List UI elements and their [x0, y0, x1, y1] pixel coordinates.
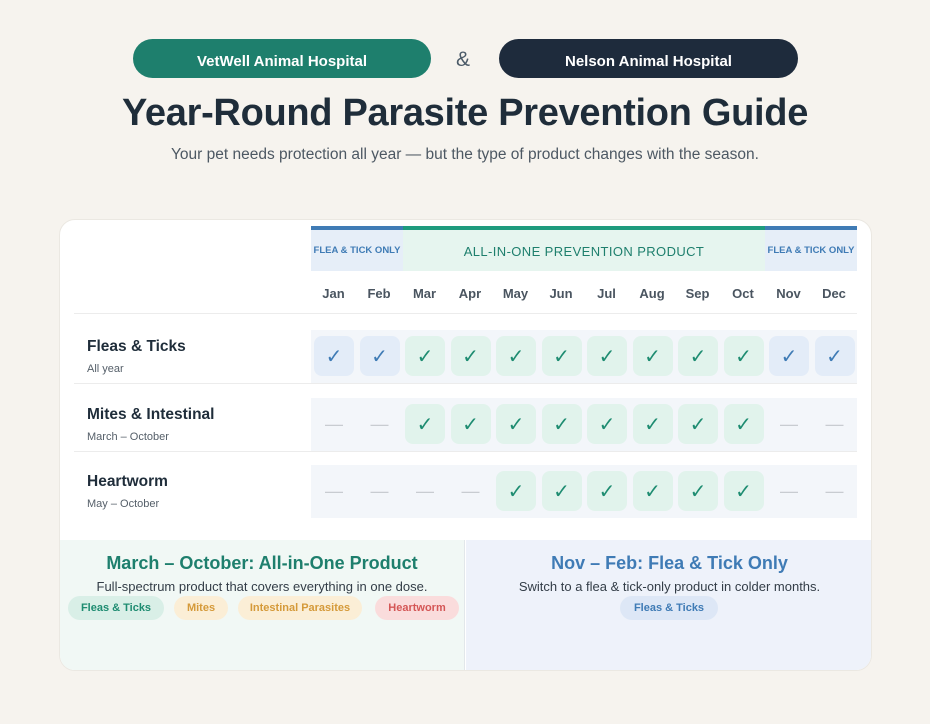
vetwell-hospital-badge: VetWell Animal Hospital: [133, 39, 431, 78]
check-mites-intestinal-jun: ✓: [542, 404, 582, 444]
check-fleas-ticks-apr: ✓: [451, 336, 491, 376]
not-needed-heartworm-dec: —: [825, 480, 844, 501]
check-heartworm-aug: ✓: [633, 471, 673, 511]
month-label-aug: Aug: [639, 286, 665, 301]
tag-fleas-ticks: Fleas & Ticks: [68, 596, 164, 620]
not-needed-heartworm-apr: —: [461, 480, 480, 501]
not-needed-heartworm-feb: —: [370, 480, 389, 501]
tag-intestinal-parasites: Intestinal Parasites: [238, 596, 362, 620]
month-label-dec: Dec: [822, 286, 846, 301]
tag-mites: Mites: [174, 596, 228, 620]
row-name-heartworm: Heartworm: [87, 473, 168, 490]
not-needed-mites-intestinal-nov: —: [780, 413, 798, 434]
month-label-mar: Mar: [412, 286, 437, 301]
not-needed-heartworm-mar: —: [416, 480, 434, 501]
row-sub-mites-intestinal: March – October: [87, 431, 169, 443]
not-needed-mites-intestinal-dec: —: [825, 413, 844, 434]
check-fleas-ticks-feb: ✓: [360, 336, 400, 376]
row-sub-fleas-ticks: All year: [87, 363, 124, 375]
header-pills: [0, 39, 930, 79]
nelson-hospital-badge: Nelson Animal Hospital: [499, 39, 798, 78]
check-mites-intestinal-aug: ✓: [633, 404, 673, 444]
not-needed-heartworm-nov: —: [780, 480, 798, 501]
check-fleas-ticks-nov: ✓: [769, 336, 809, 376]
page-subtitle: Your pet needs protection all year — but the type of product changes with the season.: [171, 146, 759, 163]
not-needed-mites-intestinal-jan: —: [325, 413, 343, 434]
month-label-feb: Feb: [367, 286, 391, 301]
check-heartworm-jul: ✓: [587, 471, 627, 511]
divider: [74, 451, 857, 452]
tag-heartworm: Heartworm: [375, 596, 459, 620]
month-label-may: May: [502, 286, 529, 301]
divider: [74, 383, 857, 384]
check-fleas-ticks-mar: ✓: [405, 336, 445, 376]
check-fleas-ticks-dec: ✓: [815, 336, 855, 376]
season-all-in-one: ALL-IN-ONE PREVENTION PRODUCT: [403, 226, 765, 271]
month-label-sep: Sep: [685, 286, 710, 301]
summary-flea-tick-title: Nov – Feb: Flea & Tick Only: [551, 553, 788, 573]
check-fleas-ticks-jan: ✓: [314, 336, 354, 376]
season-flea-tick-end: FLEA & TICK ONLY: [765, 226, 857, 271]
page-title: Year-Round Parasite Prevention Guide: [121, 92, 809, 134]
check-fleas-ticks-oct: ✓: [724, 336, 764, 376]
check-mites-intestinal-sep: ✓: [678, 404, 718, 444]
tag-fleas-ticks-winter: Fleas & Ticks: [620, 596, 718, 620]
month-label-jul: Jul: [597, 286, 616, 301]
check-heartworm-sep: ✓: [678, 471, 718, 511]
prevention-schedule-card: [59, 219, 872, 671]
check-fleas-ticks-aug: ✓: [633, 336, 673, 376]
check-heartworm-may: ✓: [496, 471, 536, 511]
row-sub-heartworm: May – October: [87, 498, 160, 510]
check-fleas-ticks-jun: ✓: [542, 336, 582, 376]
summary-all-in-one-desc: Full-spectrum product that covers everything in one dose.: [96, 579, 428, 594]
month-label-apr: Apr: [458, 286, 482, 301]
month-label-oct: Oct: [732, 286, 754, 301]
not-needed-mites-intestinal-feb: —: [370, 413, 389, 434]
check-fleas-ticks-sep: ✓: [678, 336, 718, 376]
summary-flea-tick-only: [466, 540, 872, 671]
check-fleas-ticks-may: ✓: [496, 336, 536, 376]
month-label-nov: Nov: [776, 286, 801, 301]
check-mites-intestinal-apr: ✓: [451, 404, 491, 444]
season-header: [311, 226, 857, 271]
summary-all-in-one: [60, 540, 465, 671]
season-flea-tick-start: FLEA & TICK ONLY: [311, 226, 403, 271]
check-heartworm-jun: ✓: [542, 471, 582, 511]
check-heartworm-oct: ✓: [724, 471, 764, 511]
month-label-jan: Jan: [322, 286, 345, 301]
check-mites-intestinal-mar: ✓: [405, 404, 445, 444]
check-mites-intestinal-jul: ✓: [587, 404, 627, 444]
divider: [74, 313, 857, 314]
check-mites-intestinal-oct: ✓: [724, 404, 764, 444]
summary-flea-tick-desc: Switch to a flea & tick-only product in colder months.: [518, 579, 821, 594]
month-label-jun: Jun: [549, 286, 573, 301]
summary-all-in-one-title: March – October: All-in-One Product: [106, 553, 418, 573]
check-mites-intestinal-may: ✓: [496, 404, 536, 444]
not-needed-heartworm-jan: —: [325, 480, 343, 501]
ampersand: &: [456, 48, 471, 71]
row-name-mites-intestinal: Mites & Intestinal: [87, 406, 215, 423]
check-fleas-ticks-jul: ✓: [587, 336, 627, 376]
row-name-fleas-ticks: Fleas & Ticks: [87, 338, 186, 355]
